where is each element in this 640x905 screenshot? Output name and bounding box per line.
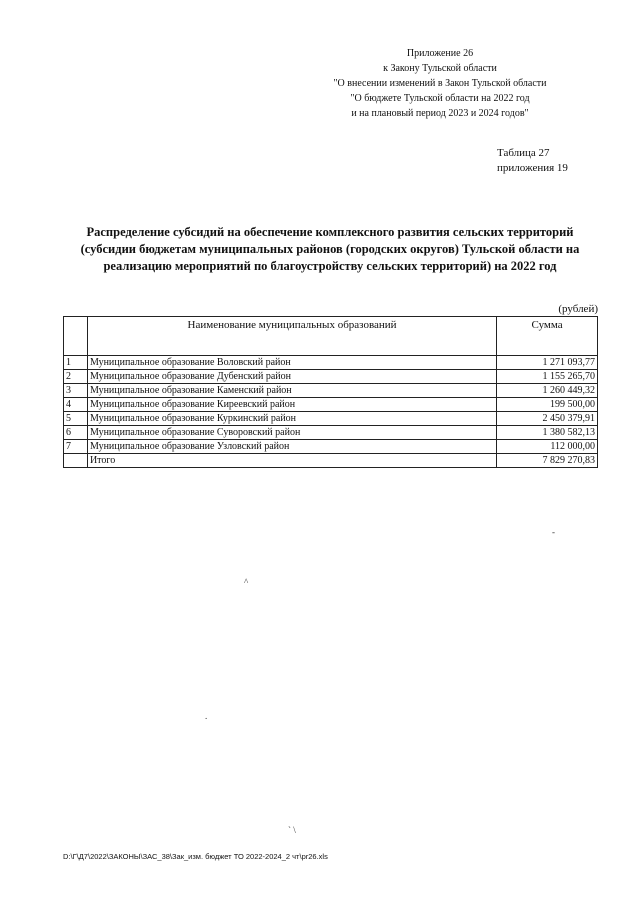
table-row — [64, 370, 598, 384]
row-sum: 1 380 582,13 — [497, 426, 598, 440]
table-total-row — [64, 454, 598, 468]
row-name: Муниципальное образование Куркинский район — [87, 412, 496, 426]
row-sum: 1 271 093,77 — [497, 356, 598, 370]
row-number: 6 — [64, 426, 88, 440]
header-number — [64, 317, 88, 356]
scan-speck: - — [552, 527, 555, 537]
row-sum: 2 450 379,91 — [497, 412, 598, 426]
appendix-line: и на плановый период 2023 и 2024 годов" — [351, 108, 529, 119]
row-sum: 1 260 449,32 — [497, 384, 598, 398]
total-sum: 7 829 270,83 — [497, 454, 598, 468]
scan-speck: ^ — [244, 577, 249, 587]
table-row — [64, 440, 598, 454]
subsidy-table — [63, 316, 598, 468]
header-sum: Сумма — [497, 317, 598, 356]
scan-speck: . — [205, 711, 208, 721]
row-name: Муниципальное образование Суворовский район — [87, 426, 496, 440]
scan-speck: ` \ — [288, 825, 296, 835]
file-path-footer: D:\Г\Д7\2022\ЗАКОНЫ\ЗАС_38\Зак_изм. бюджет ТО 2022-2024_2 чт\pr26.xls — [63, 852, 328, 861]
row-sum: 1 155 265,70 — [497, 370, 598, 384]
row-number: 1 — [64, 356, 88, 370]
total-number — [64, 454, 88, 468]
appendix-line: "О внесении изменений в Закон Тульской области — [333, 78, 547, 89]
header-name: Наименование муниципальных образований — [87, 317, 496, 356]
document-title — [60, 224, 600, 275]
row-name: Муниципальное образование Дубенский район — [87, 370, 496, 384]
table-row — [64, 356, 598, 370]
row-number: 3 — [64, 384, 88, 398]
row-number: 2 — [64, 370, 88, 384]
row-name: Муниципальное образование Киреевский район — [87, 398, 496, 412]
row-name: Муниципальное образование Воловский район — [87, 356, 496, 370]
row-number: 7 — [64, 440, 88, 454]
appendix-line: Приложение 26 — [406, 48, 474, 59]
table-row — [64, 398, 598, 412]
title-line3: реализацию мероприятий по благоустройству сельских территорий) на 2022 год — [103, 259, 557, 273]
appendix-line: к Закону Тульской области — [383, 63, 497, 74]
appendix-header — [310, 46, 570, 121]
title-line2: (субсидии бюджетам муниципальных районов (городских округов) Тульской области на — [80, 242, 580, 256]
unit-label: (рублей) — [558, 303, 598, 315]
table-row — [64, 384, 598, 398]
row-name: Муниципальное образование Каменский район — [87, 384, 496, 398]
appendix-line: "О бюджете Тульской области на 2022 год — [350, 93, 530, 104]
row-name: Муниципальное образование Узловский район — [87, 440, 496, 454]
table-row — [64, 426, 598, 440]
row-sum: 112 000,00 — [497, 440, 598, 454]
title-line1: Распределение субсидий на обеспечение комплексного развития сельских территорий — [86, 225, 574, 239]
total-label: Итого — [87, 454, 496, 468]
table-header-row — [64, 317, 598, 356]
row-number: 5 — [64, 412, 88, 426]
row-number: 4 — [64, 398, 88, 412]
row-sum: 199 500,00 — [497, 398, 598, 412]
table-reference — [497, 146, 568, 176]
table-ref-line2: приложения 19 — [497, 162, 568, 174]
table-ref-line1: Таблица 27 — [497, 147, 550, 159]
table-row — [64, 412, 598, 426]
